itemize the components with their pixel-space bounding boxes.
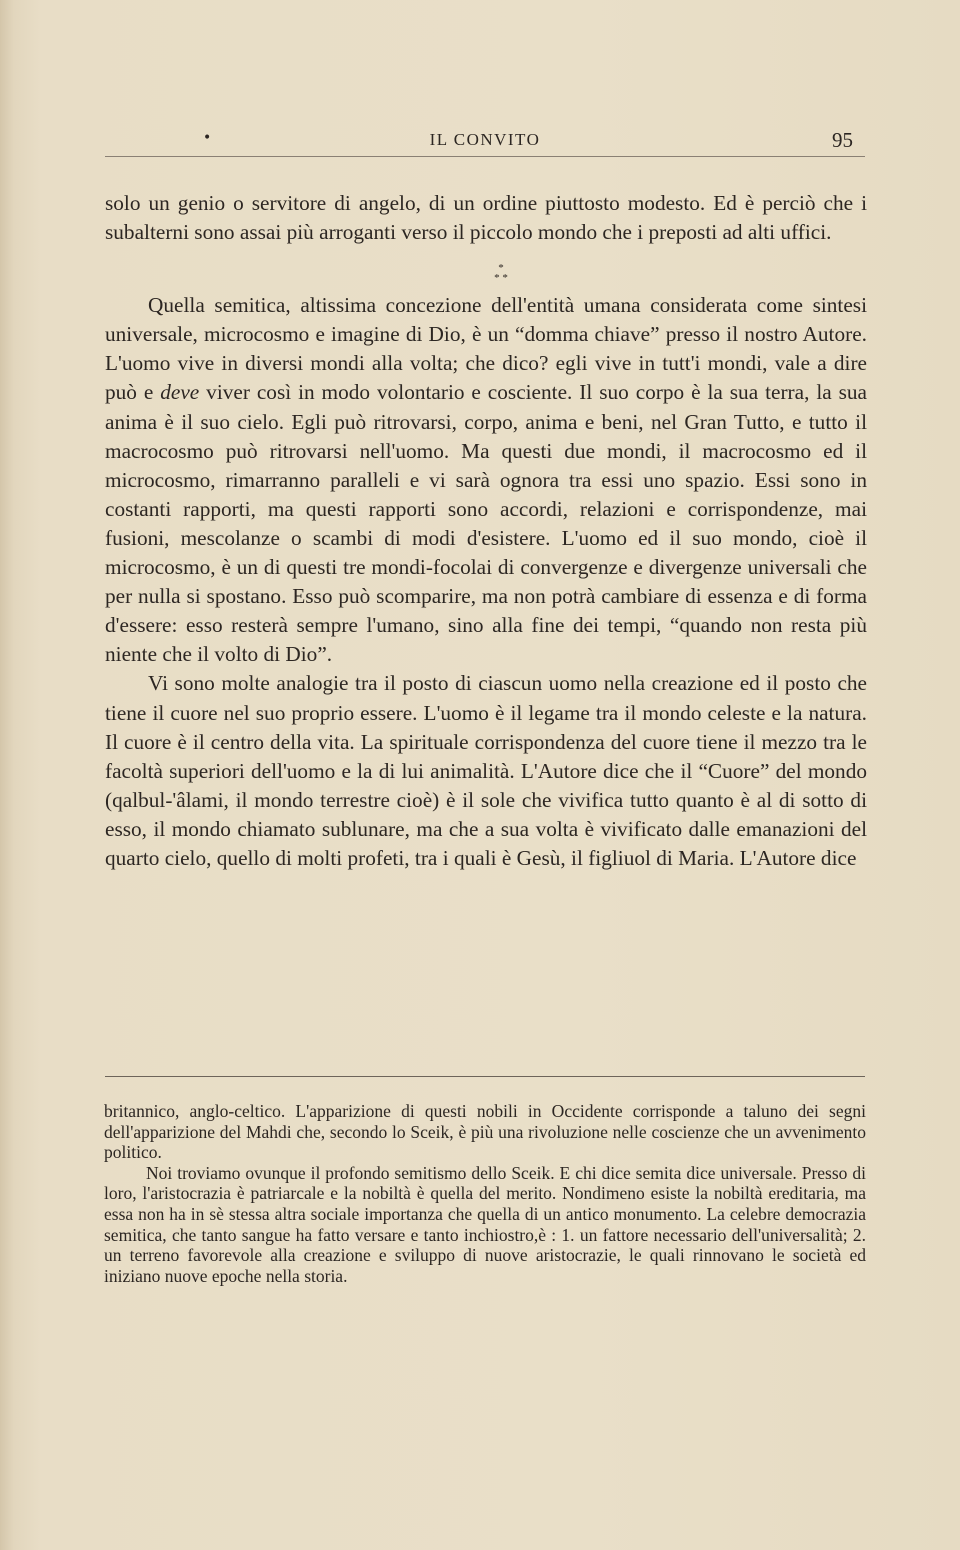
header-bullet: • [203, 130, 212, 146]
running-header [105, 128, 865, 157]
asterism-bottom: * * [494, 272, 508, 285]
footnote-paragraph: britannico, anglo-celtico. L'apparizione di questi nobili in Occidente corrisponde a taluno dei segni dell'apparizione del Mahdi che, secondo lo Sceik, è più una rivoluzione nelle coscienze che un avvenimento politico. [104, 1101, 866, 1163]
main-text [105, 189, 867, 873]
paragraph-text-start: Quella semitica, altissima concezione dell'entità umana considerata come sintesi universale, microcosmo e imagine di Dio, è un “domma chiave” presso il nostro Autore. L'uomo vive in diversi mondi alla volta; che dico? egli vive in tutt'i mondi, vale a dire può e [105, 293, 867, 405]
italic-emphasis: deve [160, 380, 200, 405]
footnote-paragraph: Noi troviamo ovunque il profondo semitismo dello Sceik. E chi dice semita dice universale. Presso di loro, l'aristocrazia è patriarcale e la nobiltà è quella del merito. Nondimeno esiste la nobiltà ereditaria, ma essa non ha in sè stessa altra sociale importanza che quella di un antico monumento. La celebre democrazia semitica, che tanto sangue ha fatto versare e tanto inchiostro,è : 1. un fattore necessario dell'universalità; 2. un terreno favorevole alla creazione e sviluppo di nuove aristocrazie, le quali rinnovano le società ed iniziano nuove epoche nella storia. [104, 1162, 866, 1286]
paragraph-microcosm [105, 291, 867, 669]
paragraph-heart: Vi sono molte analogie tra il posto di ciascun uomo nella creazione ed il posto che tiene il cuore nel suo proprio essere. L'uomo è il legame tra il mondo celeste e la natura. Il cuore è il centro della vita. La spirituale corrispondenza del cuore tiene il mezzo tra le facoltà superiori dell'uomo e la di lui animalità. L'Autore dice che il “Cuore” del mondo (qalbul-'âlami, il mondo terrestre cioè) è il sole che vivifica tutto quanto è al di sotto di esso, il mondo chiamato sublunare, ma che a sua volta è vivificato dalle emanazioni del quarto cielo, quello di molti profeti, tra i quali è Gesù, il figliuol di Maria. L'Autore dice [105, 671, 867, 870]
asterism-top: * [498, 262, 504, 275]
paragraph-continuation: solo un genio o servitore di angelo, di un ordine piuttosto modesto. Ed è perciò che i subalterni sono assai più arroganti verso il piccolo mondo che i preposti ad alti uffici. [105, 191, 867, 245]
section-break-asterism [135, 247, 867, 291]
paragraph-text-end: viver così in modo volontario e cosciente. Il suo corpo è la sua terra, la sua anima è il suo cielo. Egli può ritrovarsi, corpo, anima e beni, nel Gran Tutto, e tutto il macrocosmo può ritrovarsi nell'uomo. Ma questi due mondi, il macrocosmo ed il microcosmo, rimarranno paralleli e vi sarà ognora tra essi uno spazio. Essi sono in costanti rapporti, ma questi rapporti sono accordi, relazioni e corrispondenze, mai fusioni, mescolanze o scambi di modi d'esistere. L'uomo ed il suo mondo, cioè il microcosmo, è un di questi tre mondi-focolai di convergenze e divergenze universali che per nulla si spostano. Esso può scomparire, ma non potrà cambiare di essenza e di forma d'essere: esso resterà sempre l'umano, sino alla fine dei tempi, “quando non resta più niente che il volto di Dio”. [105, 380, 867, 667]
page-number: 95 [832, 128, 853, 152]
footnote-divider [105, 1076, 865, 1077]
footnote [104, 1101, 866, 1286]
running-title: IL CONVITO [429, 130, 541, 149]
